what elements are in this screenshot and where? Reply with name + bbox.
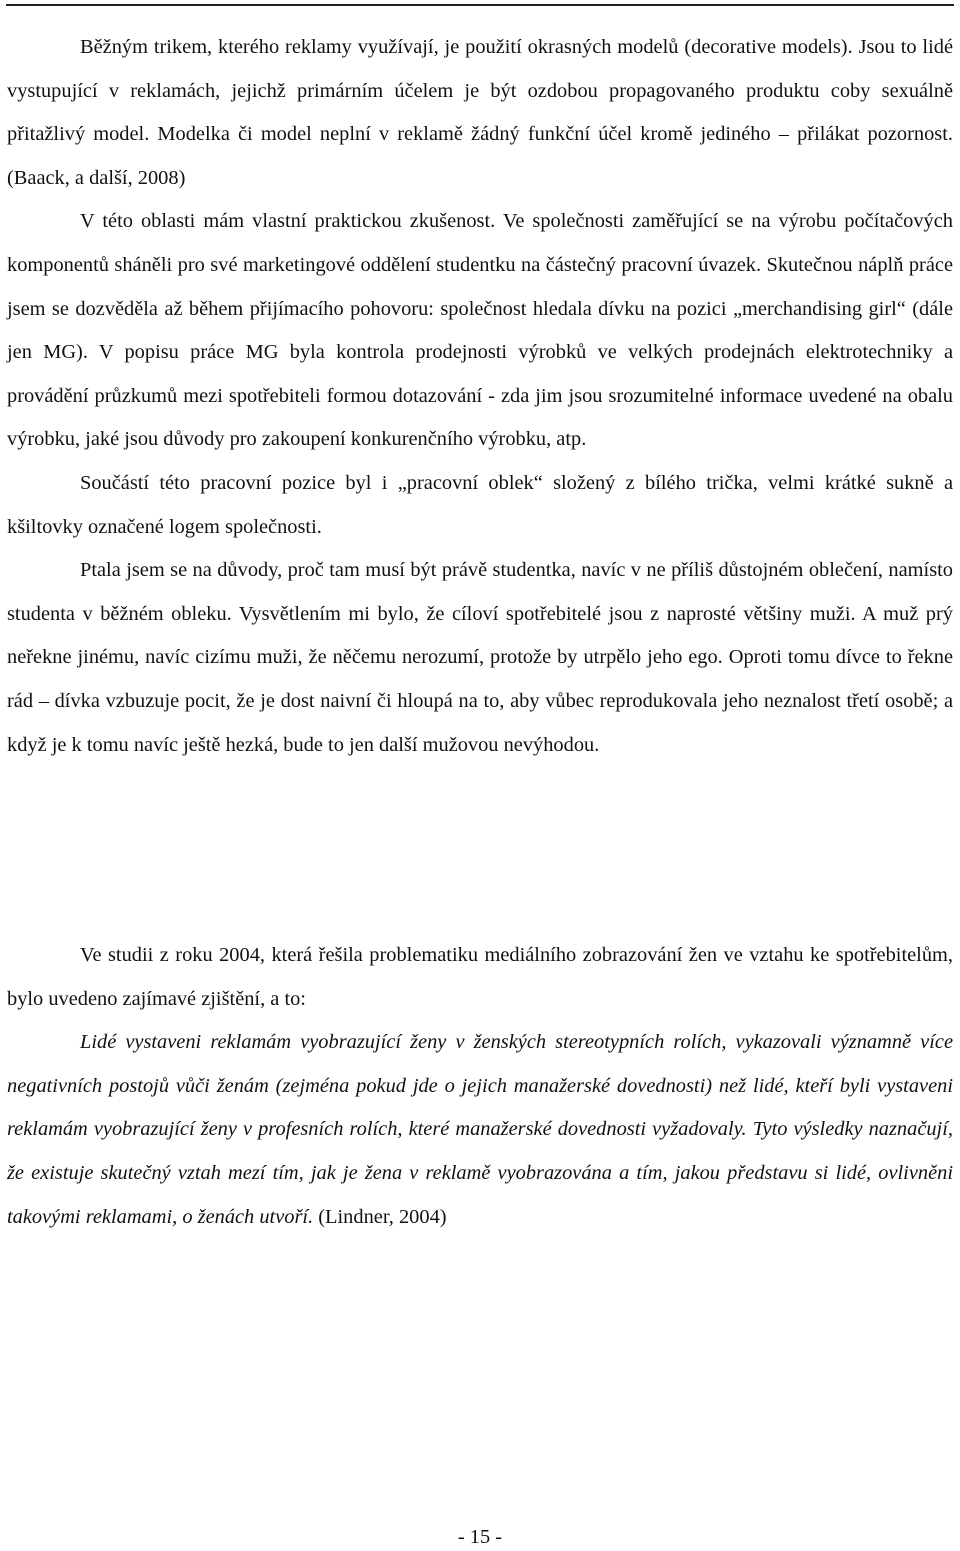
paragraph-work-uniform: Součástí této pracovní pozice byl i „pracovní oblek“ složený z bílého trička, velmi krátké sukně a kšiltovky označené logem společnosti. (7, 471, 953, 538)
paragraph-decorative-models: Běžným trikem, kterého reklamy využívají, je použití okrasných modelů (decorative models). Jsou to lidé vystupující v reklamách, jejichž primárním účelem je být ozdobou propagovaného produktu coby sexuálně přitažlivý model. Modelka či model neplní v reklamě žádný funkční účel kromě jediného – přilákat pozornost. (Baack, a další, 2008) (7, 36, 953, 189)
text-block-lower (7, 934, 953, 1239)
text-block-upper (7, 26, 953, 767)
quote-text: Lidé vystaveni reklamám vyobrazující ženy v ženských stereotypních rolích, vykazovali významně více negativních postojů vůči ženám (zejména pokud jde o jejich manažerské dovednosti) než lidé, kteří byli vystaveni reklamám vyobrazující ženy v profesních rolích, které manažerské dovednosti vyžadovaly. Tyto výsledky naznačují, že existuje skutečný vztah mezí tím, jak je žena v reklamě vyobrazována a tím, jakou představu si lidé, ovlivněni takovými reklamami, o ženách utvoří. (7, 1031, 953, 1228)
paragraph-personal-experience: V této oblasti mám vlastní praktickou zkušenost. Ve společnosti zaměřující se na výrobu počítačových komponentů sháněli pro své marketingové oddělení studentku na částečný pracovní úvazek. Skutečnou náplň práce jsem se dozvěděla až během přijímacího pohovoru: společnost hledala dívku na pozici „merchandising girl“ (dále jen MG). V popisu práce MG byla kontrola prodejnosti výrobků ve velkých prodejnách elektrotechniky a provádění průzkumů mezi spotřebiteli formou dotazování - zda jim jsou srozumitelné informace uvedené na obalu výrobku, jaké jsou důvody pro zakoupení konkurenčního výrobku, atp. (7, 210, 953, 451)
page-number: - 15 - (457, 1526, 503, 1548)
block-quote (7, 1021, 953, 1239)
paragraph-reasons: Ptala jsem se na důvody, proč tam musí být právě studentka, navíc v ne příliš důstojném oblečení, namísto studenta v běžném obleku. Vysvětlením mi bylo, že cíloví spotřebitelé jsou z naprosté většiny muži. A muž prý neřekne jinému, navíc cizímu muži, že něčemu nerozumí, protože by utrpělo jeho ego. Oproti tomu dívce to řekne rád – dívka vzbuzuje pocit, že je dost naivní či hloupá na to, aby vůbec reprodukovala jeho neznalost třetí osobě; a když je k tomu navíc ještě hezká, bude to jen další mužovou nevýhodou. (7, 559, 953, 756)
quote-citation: (Lindner, 2004) (313, 1205, 447, 1228)
header-rule (6, 4, 954, 6)
paragraph-study-2004: Ve studii z roku 2004, která řešila problematiku mediálního zobrazování žen ve vztahu ke spotřebitelům, bylo uvedeno zajímavé zjištění, a to: (7, 944, 953, 1010)
